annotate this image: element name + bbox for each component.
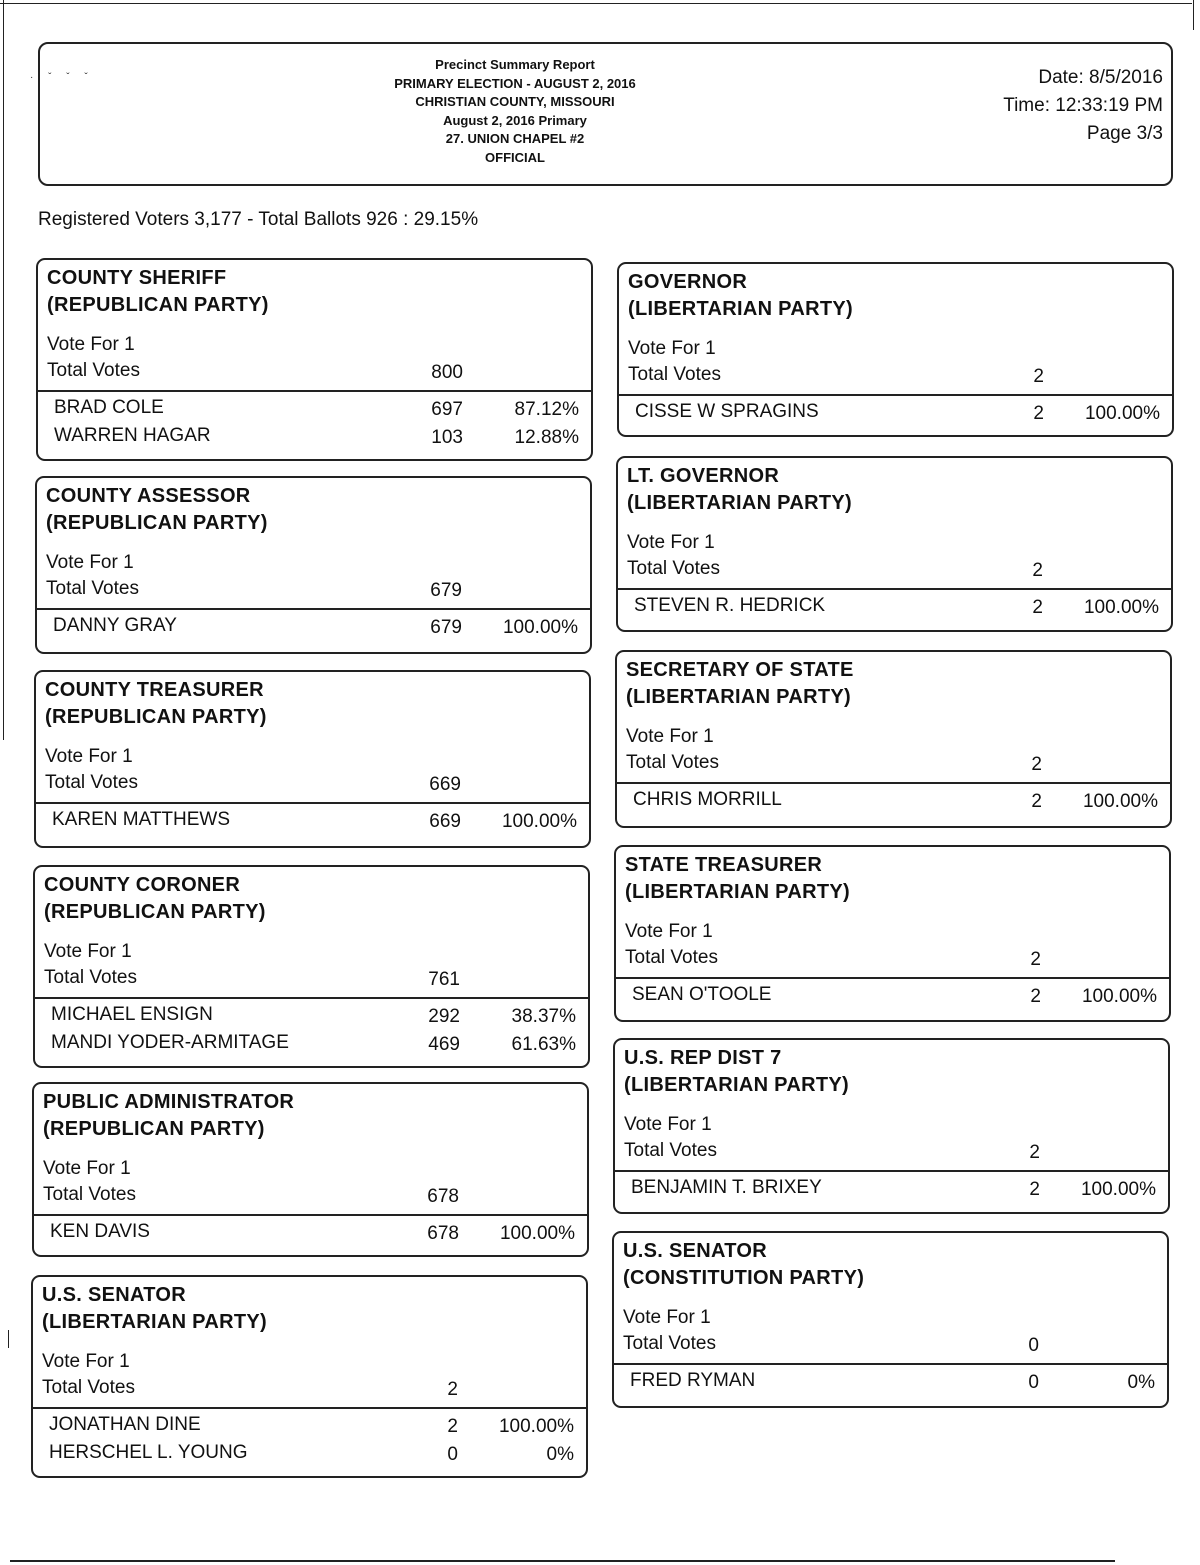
race-box (617, 262, 1174, 437)
race-title: U.S. REP DIST 7 (624, 1047, 782, 1069)
vote-for-label: Vote For 1 (627, 532, 715, 553)
race-box (33, 865, 590, 1068)
race-title: GOVERNOR (628, 271, 748, 293)
race-title: SECRETARY OF STATE (626, 659, 854, 681)
total-votes-label: Total Votes (625, 947, 718, 968)
total-votes-label: Total Votes (42, 1377, 135, 1398)
candidate-percent: 12.88% (514, 427, 579, 448)
total-votes-value: 2 (1030, 949, 1041, 970)
bottom-rule (10, 1560, 1115, 1562)
candidate-votes: 697 (431, 399, 463, 420)
race-divider (614, 1363, 1167, 1365)
total-votes-label: Total Votes (628, 364, 721, 385)
race-divider (619, 394, 1172, 396)
race-party: (REPUBLICAN PARTY) (44, 901, 266, 923)
candidate-name: CISSE W SPRAGINS (635, 401, 819, 422)
total-votes-value: 800 (431, 362, 463, 383)
total-votes-label: Total Votes (626, 752, 719, 773)
report-header (38, 42, 1173, 186)
election-date: August 2, 2016 Primary (443, 112, 587, 128)
candidate-row (619, 401, 1172, 429)
race-title: COUNTY SHERIFF (47, 267, 227, 289)
race-title: STATE TREASURER (625, 854, 823, 876)
scan-mark (8, 1330, 9, 1348)
candidate-row (36, 809, 589, 837)
race-title: PUBLIC ADMINISTRATOR (43, 1091, 295, 1113)
candidate-percent: 100.00% (1083, 597, 1159, 618)
candidate-row (33, 1414, 586, 1442)
candidate-percent: 0% (546, 1444, 574, 1465)
report-title-block (330, 56, 700, 167)
total-votes-label: Total Votes (43, 1184, 136, 1205)
vote-for-label: Vote For 1 (46, 552, 134, 573)
total-votes-value: 669 (429, 774, 461, 795)
race-divider (617, 782, 1170, 784)
page-number: Page 3/3 (1086, 123, 1163, 144)
race-divider (33, 1407, 586, 1409)
race-divider (37, 608, 590, 610)
total-votes-value: 2 (1033, 366, 1044, 387)
candidate-name: FRED RYMAN (630, 1370, 756, 1391)
race-divider (615, 1170, 1168, 1172)
candidate-votes: 669 (429, 811, 461, 832)
race-divider (34, 1214, 587, 1216)
vote-for-label: Vote For 1 (628, 338, 716, 359)
total-votes-value: 2 (1032, 560, 1043, 581)
race-box (36, 258, 593, 461)
candidate-name: MICHAEL ENSIGN (51, 1004, 213, 1025)
race-box (614, 845, 1171, 1022)
candidate-percent: 100.00% (499, 1223, 575, 1244)
registered-voters-summary: Registered Voters 3,177 - Total Ballots 926 : 29.15% (38, 209, 479, 230)
vote-for-label: Vote For 1 (44, 941, 132, 962)
race-title: COUNTY ASSESSOR (46, 485, 251, 507)
candidate-percent: 0% (1127, 1372, 1155, 1393)
candidate-percent: 100.00% (498, 1416, 574, 1437)
election-name: PRIMARY ELECTION - AUGUST 2, 2016 (394, 75, 636, 91)
candidate-name: DANNY GRAY (53, 615, 177, 636)
race-divider (616, 977, 1169, 979)
race-heading (624, 1045, 849, 1099)
total-votes-value: 2 (1031, 754, 1042, 775)
race-party: (LIBERTARIAN PARTY) (42, 1311, 267, 1333)
total-votes-value: 679 (430, 580, 462, 601)
race-heading (626, 657, 854, 711)
race-box (615, 650, 1172, 828)
candidate-votes: 2 (1032, 597, 1043, 618)
jurisdiction: CHRISTIAN COUNTY, MISSOURI (415, 94, 615, 109)
report-time: Time: 12:33:19 PM (1003, 95, 1163, 116)
candidate-row (34, 1221, 587, 1249)
candidate-row (33, 1442, 586, 1470)
race-box (34, 670, 591, 848)
race-heading (44, 872, 266, 926)
candidate-name: BRAD COLE (54, 397, 164, 418)
candidate-row (37, 615, 590, 643)
candidate-name: BENJAMIN T. BRIXEY (631, 1177, 822, 1198)
race-heading (623, 1238, 864, 1292)
candidate-name: KAREN MATTHEWS (52, 809, 231, 830)
candidate-votes: 0 (1028, 1372, 1039, 1393)
race-heading (627, 463, 852, 517)
candidate-percent: 87.12% (514, 399, 579, 420)
candidate-row (38, 397, 591, 425)
race-heading (628, 269, 853, 323)
total-votes-value: 678 (427, 1186, 459, 1207)
candidate-row (614, 1370, 1167, 1398)
candidate-percent: 100.00% (502, 617, 578, 638)
vote-for-label: Vote For 1 (626, 726, 714, 747)
report-date: Date: 8/5/2016 (1038, 67, 1163, 88)
candidate-votes: 2 (447, 1416, 458, 1437)
candidate-name: JONATHAN DINE (49, 1414, 201, 1435)
candidate-row (618, 595, 1171, 623)
precinct-name: 27. UNION CHAPEL #2 (445, 131, 585, 146)
total-votes-value: 761 (428, 969, 460, 990)
race-title: LT. GOVERNOR (627, 465, 780, 487)
candidate-name: SEAN O'TOOLE (632, 984, 772, 1005)
candidate-votes: 679 (430, 617, 462, 638)
candidate-votes: 2 (1029, 1179, 1040, 1200)
race-box (31, 1275, 588, 1478)
race-party: (LIBERTARIAN PARTY) (628, 298, 853, 320)
candidate-name: STEVEN R. HEDRICK (634, 595, 826, 616)
candidate-votes: 2 (1031, 791, 1042, 812)
candidate-votes: 469 (428, 1034, 460, 1055)
candidate-percent: 100.00% (501, 811, 577, 832)
candidate-percent: 100.00% (1081, 986, 1157, 1007)
candidate-votes: 678 (427, 1223, 459, 1244)
vote-for-label: Vote For 1 (623, 1307, 711, 1328)
total-votes-label: Total Votes (47, 360, 140, 381)
report-title: Precinct Summary Report (435, 57, 595, 72)
candidate-row (616, 984, 1169, 1012)
candidate-percent: 61.63% (511, 1034, 576, 1055)
vote-for-label: Vote For 1 (43, 1158, 131, 1179)
page-edge-left (3, 0, 4, 740)
race-heading (46, 483, 268, 537)
total-votes-label: Total Votes (44, 967, 137, 988)
total-votes-value: 2 (447, 1379, 458, 1400)
candidate-name: WARREN HAGAR (54, 425, 211, 446)
candidate-percent: 100.00% (1080, 1179, 1156, 1200)
race-party: (REPUBLICAN PARTY) (45, 706, 267, 728)
candidate-name: CHRIS MORRILL (633, 789, 782, 810)
total-votes-label: Total Votes (624, 1140, 717, 1161)
total-votes-label: Total Votes (627, 558, 720, 579)
race-party: (REPUBLICAN PARTY) (46, 512, 268, 534)
race-title: COUNTY CORONER (44, 874, 241, 896)
vote-for-label: Vote For 1 (624, 1114, 712, 1135)
candidate-row (35, 1004, 588, 1032)
race-divider (36, 802, 589, 804)
race-heading (625, 852, 850, 906)
candidate-percent: 100.00% (1082, 791, 1158, 812)
total-votes-label: Total Votes (623, 1333, 716, 1354)
page-edge-top (0, 3, 1192, 4)
race-heading (43, 1089, 294, 1143)
candidate-percent: 100.00% (1084, 403, 1160, 424)
race-box (612, 1231, 1169, 1408)
report-meta (1003, 64, 1163, 148)
candidate-votes: 2 (1033, 403, 1044, 424)
candidate-percent: 38.37% (511, 1006, 576, 1027)
total-votes-label: Total Votes (46, 578, 139, 599)
vote-for-label: Vote For 1 (42, 1351, 130, 1372)
race-title: U.S. SENATOR (623, 1240, 767, 1262)
race-heading (47, 265, 269, 319)
race-party: (LIBERTARIAN PARTY) (625, 881, 850, 903)
race-party: (LIBERTARIAN PARTY) (627, 492, 852, 514)
candidate-name: MANDI YODER-ARMITAGE (51, 1032, 289, 1053)
race-party: (CONSTITUTION PARTY) (623, 1267, 865, 1289)
total-votes-value: 0 (1028, 1335, 1039, 1356)
race-party: (REPUBLICAN PARTY) (43, 1118, 265, 1140)
race-title: COUNTY TREASURER (45, 679, 264, 701)
candidate-name: HERSCHEL L. YOUNG (49, 1442, 248, 1463)
total-votes-value: 2 (1029, 1142, 1040, 1163)
race-party: (REPUBLICAN PARTY) (47, 294, 269, 316)
candidate-row (617, 789, 1170, 817)
vote-for-label: Vote For 1 (625, 921, 713, 942)
race-divider (38, 390, 591, 392)
vote-for-label: Vote For 1 (47, 334, 135, 355)
candidate-row (35, 1032, 588, 1060)
race-party: (LIBERTARIAN PARTY) (624, 1074, 849, 1096)
race-heading (42, 1282, 267, 1336)
candidate-votes: 2 (1030, 986, 1041, 1007)
race-party: (LIBERTARIAN PARTY) (626, 686, 851, 708)
race-box (32, 1082, 589, 1257)
report-status: OFFICIAL (485, 149, 545, 165)
vote-for-label: Vote For 1 (45, 746, 133, 767)
candidate-votes: 103 (431, 427, 463, 448)
race-box (613, 1038, 1170, 1214)
candidate-votes: 292 (428, 1006, 460, 1027)
candidate-row (38, 425, 591, 453)
race-box (616, 456, 1173, 632)
race-heading (45, 677, 267, 731)
page-edge-right (1193, 0, 1194, 30)
candidate-name: KEN DAVIS (50, 1221, 150, 1242)
total-votes-label: Total Votes (45, 772, 138, 793)
race-divider (35, 997, 588, 999)
candidate-row (615, 1177, 1168, 1205)
race-divider (618, 588, 1171, 590)
race-box (35, 476, 592, 654)
race-title: U.S. SENATOR (42, 1284, 186, 1306)
candidate-votes: 0 (447, 1444, 458, 1465)
scan-specks: · ˇ ˇ ˇ (30, 72, 94, 83)
